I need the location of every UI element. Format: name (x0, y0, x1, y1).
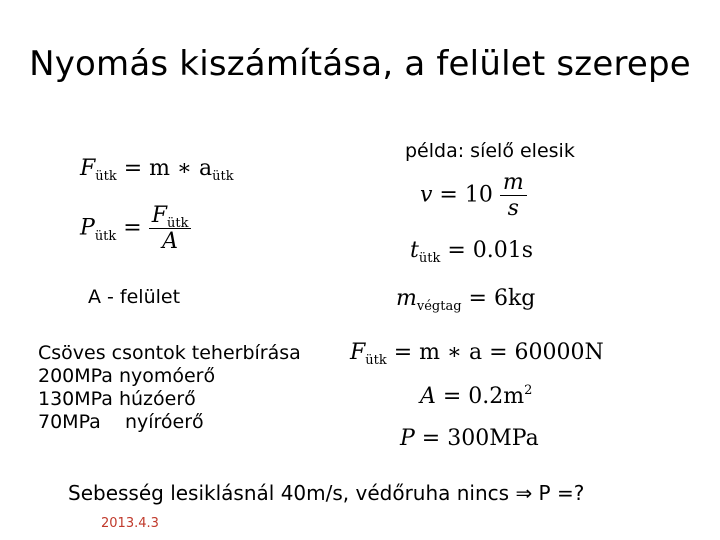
impact-pressure-formula (80, 203, 191, 254)
formula-subscript: végtag (416, 299, 462, 314)
formula-subscript: ütk (365, 353, 387, 368)
formula-symbol: t (410, 238, 419, 263)
formula-subscript: ütk (212, 169, 234, 184)
formula-body: = 10 (432, 182, 493, 208)
fraction-denominator: s (507, 196, 519, 221)
bone-strength-line: 200MPa nyomóerő (38, 365, 216, 387)
pressure-fraction (149, 203, 192, 254)
formula-body: = 0.01s (440, 238, 534, 263)
formula-subscript: ütk (418, 251, 441, 266)
formula-body: = 6kg (461, 286, 536, 311)
formula-symbol: P (80, 215, 95, 241)
formula-superscript: 2 (524, 383, 533, 398)
bone-strength-line: 70MPa nyíróerő (38, 411, 204, 433)
formula-body: = 0.2m (435, 384, 525, 409)
formula-body: = 300MPa (414, 426, 539, 451)
pressure-result-formula (400, 426, 539, 451)
formula-symbol: F (350, 340, 366, 365)
formula-symbol: v (420, 182, 433, 208)
area-label: A - felület (88, 286, 181, 308)
area-value-formula (420, 384, 532, 409)
formula-symbol: F (80, 156, 96, 181)
force-result-formula (350, 340, 604, 368)
bone-strength-block (38, 342, 301, 434)
slide-title: Nyomás kiszámítása, a felület szerepe (29, 44, 691, 84)
formula-symbol: P (400, 426, 415, 451)
impact-time-formula (410, 238, 534, 266)
fraction-numerator: m (502, 170, 524, 195)
fraction-denominator: A (162, 229, 179, 254)
limb-mass-formula (396, 286, 536, 314)
question-line: Sebesség lesiklásnál 40m/s, védőruha nincs ⇒ P =? (68, 481, 585, 505)
bone-strength-heading: Csöves csontok teherbírása (38, 342, 301, 364)
fraction-numerator: F (151, 203, 167, 228)
formula-body: = m ∗ a = 60000N (386, 340, 604, 365)
bone-strength-line: 130MPa húzóerő (38, 388, 196, 410)
impact-force-formula (80, 156, 234, 184)
velocity-unit-fraction (500, 170, 527, 221)
formula-subscript: ütk (94, 228, 117, 244)
slide-date: 2013.4.3 (101, 516, 159, 531)
formula-symbol: A (420, 384, 436, 409)
formula-symbol: m (396, 286, 417, 311)
formula-body: = m ∗ a (116, 156, 213, 181)
fraction-numerator-subscript: ütk (166, 216, 189, 231)
formula-equals: = (116, 215, 149, 241)
velocity-formula (420, 170, 527, 221)
example-label: példa: síelő elesik (405, 140, 575, 162)
formula-subscript: ütk (95, 169, 117, 184)
